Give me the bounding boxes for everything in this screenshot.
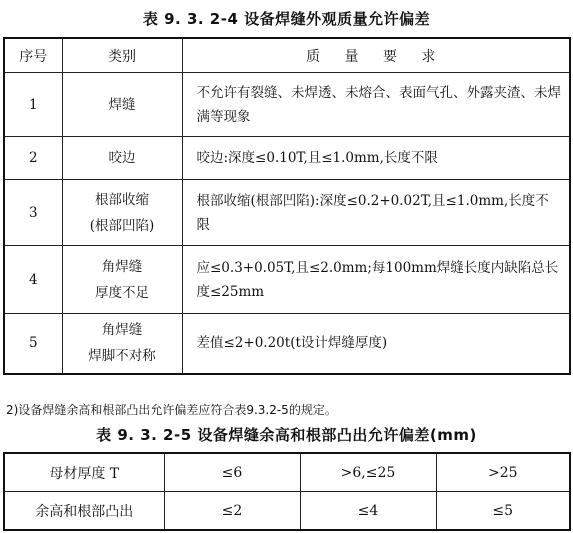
category-line: 焊脚不对称	[88, 348, 156, 365]
category-line: 焊缝	[108, 96, 136, 113]
category-line: 厚度不足	[95, 284, 149, 301]
category-line: 角焊缝	[101, 258, 143, 275]
row-category	[62, 73, 182, 137]
note-text: 2)设备焊缝余高和根部凸出允许偏差应符合表9.3.2-5的规定。	[6, 403, 337, 417]
table-cell: >6,≤25	[300, 453, 436, 492]
table-row	[4, 137, 570, 180]
row-no: 1	[4, 73, 62, 137]
category-line: 咬边	[108, 150, 136, 166]
table-cell: ≤2	[164, 492, 300, 531]
header-requirement: 质 量 要 求	[182, 38, 570, 73]
row-no: 4	[4, 246, 62, 314]
row-requirement: 不允许有裂缝、未焊透、未熔合、表面气孔、外露夹渣、未焊满等现象	[182, 73, 570, 137]
header-no: 序号	[4, 38, 62, 73]
table-cell: ≤6	[164, 453, 300, 492]
row-category	[62, 137, 182, 180]
row-category	[62, 180, 182, 246]
category-line: 角焊缝	[101, 322, 143, 339]
tolerance-table	[3, 452, 571, 531]
table2-title: 表 9. 3. 2-5 设备焊缝余高和根部凸出允许偏差(mm)	[96, 426, 477, 444]
header-category: 类别	[62, 38, 182, 73]
quality-table	[3, 37, 571, 375]
table-row	[4, 180, 570, 246]
row-requirement: 差值≤2+0.20t(t设计焊缝厚度)	[182, 314, 570, 374]
row-no: 5	[4, 314, 62, 374]
row-requirement: 咬边:深度≤0.10T,且≤1.0mm,长度不限	[182, 137, 570, 180]
table-row	[4, 314, 570, 374]
row-category	[62, 314, 182, 374]
table-row	[4, 453, 570, 492]
table-row	[4, 73, 570, 137]
table-cell: ≤4	[300, 492, 436, 531]
table-cell: ≤5	[436, 492, 570, 531]
table-header-row	[4, 38, 570, 73]
table-cell: >25	[436, 453, 570, 492]
row-requirement: 根部收缩(根部凹陷):深度≤0.2+0.02T,且≤1.0mm,长度不限	[182, 180, 570, 246]
table-row	[4, 246, 570, 314]
row-no: 3	[4, 180, 62, 246]
row-requirement: 应≤0.3+0.05T,且≤2.0mm;每100mm焊缝长度内缺陷总长度≤25mm	[182, 246, 570, 314]
row-label: 母材厚度 T	[4, 453, 164, 492]
category-line: 根部收缩	[95, 191, 149, 208]
category-line: (根部凹陷)	[89, 217, 155, 234]
row-no: 2	[4, 137, 62, 180]
row-category	[62, 246, 182, 314]
table1-title: 表 9. 3. 2-4 设备焊缝外观质量允许偏差	[142, 10, 431, 28]
table-row	[4, 492, 570, 531]
row-label: 余高和根部凸出	[4, 492, 164, 531]
